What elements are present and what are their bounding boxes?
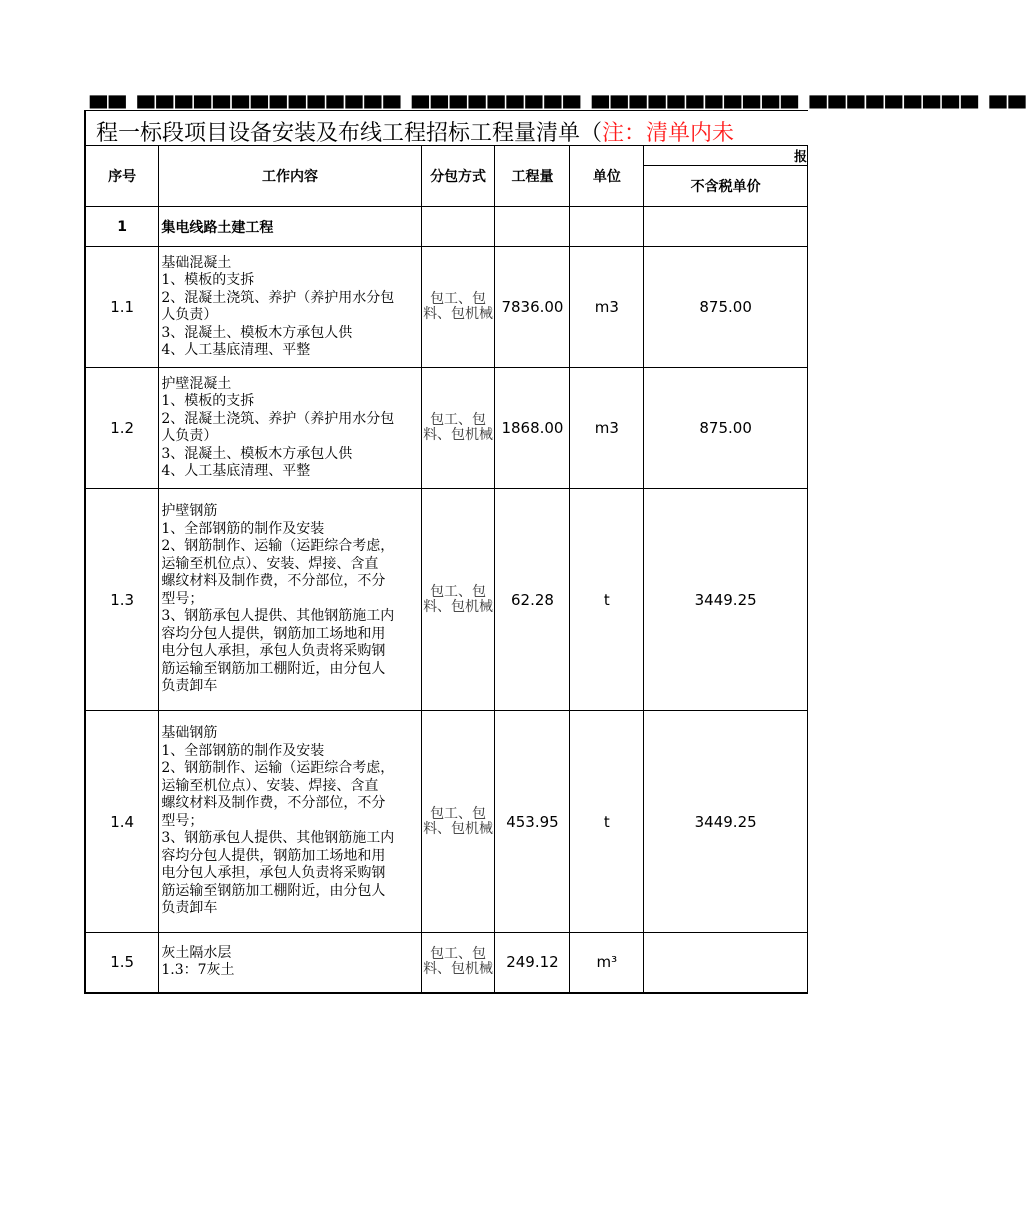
table-row	[85, 247, 808, 368]
section-seq: 1	[85, 207, 159, 247]
row-quantity: 62.28	[495, 489, 570, 711]
description-line: 运输至机位点）、安装、焊接、含直	[161, 777, 379, 794]
description-line: 电分包人承担，承包人负责将采购钢	[161, 643, 386, 660]
row-quantity: 7836.00	[495, 247, 570, 368]
table-row	[85, 368, 808, 489]
description-line: 2、钢筋制作、运输（运距综合考虑，	[161, 538, 395, 555]
description-line: 2、混凝土浇筑、养护（养护用水分包	[161, 289, 395, 306]
row-unit: m3	[570, 247, 644, 368]
row-description	[159, 933, 421, 993]
description-line: 2、钢筋制作、运输（运距综合考虑，	[161, 760, 395, 777]
row-description	[159, 368, 421, 489]
description-line: 运输至机位点）、安装、焊接、含直	[161, 555, 379, 572]
description-line: 型号；	[161, 590, 204, 607]
header-quote-group: 报	[644, 146, 808, 166]
description-line: 螺纹材料及制作费，不分部位，不分	[161, 795, 386, 812]
description-line: 基础混凝土	[161, 254, 232, 271]
description-line: 护壁混凝土	[161, 375, 232, 392]
header-unit: 单位	[570, 146, 644, 207]
description-line: 筋运输至钢筋加工棚附近，由分包人	[161, 882, 386, 899]
title-note: 注：清单内未	[602, 121, 735, 146]
description-line: 3、混凝土、模板木方承包人供	[161, 324, 353, 341]
row-unit-price	[644, 933, 808, 993]
description-line: 负责卸车	[161, 900, 218, 917]
header-quantity: 工程量	[495, 146, 570, 207]
description-line: 4、人工基底清理、平整	[161, 342, 311, 358]
row-unit-price: 875.00	[644, 247, 808, 368]
table-row	[85, 933, 808, 993]
row-method: 包工、包料、包机械	[421, 489, 495, 711]
row-unit: m³	[570, 933, 644, 993]
sheet-title	[96, 116, 734, 147]
description-line: 型号；	[161, 812, 204, 829]
header-seq: 序号	[85, 146, 159, 207]
row-seq: 1.2	[85, 368, 159, 489]
description-line: 螺纹材料及制作费，不分部位，不分	[161, 573, 386, 590]
header-method: 分包方式	[421, 146, 495, 207]
row-unit-price: 3449.25	[644, 711, 808, 933]
row-description	[159, 711, 421, 933]
row-unit: m3	[570, 368, 644, 489]
section-row	[85, 207, 808, 247]
bill-of-quantities-table	[84, 145, 808, 994]
title-text: 程一标段项目设备安装及布线工程招标工程量清单	[96, 121, 581, 146]
row-seq: 1.4	[85, 711, 159, 933]
header-unit-price: 不含税单价	[644, 166, 808, 207]
row-description	[159, 247, 421, 368]
description-line: 1.3：7灰土	[161, 962, 235, 979]
description-line: 1、全部钢筋的制作及安装	[161, 742, 325, 759]
description-line: 筋运输至钢筋加工棚附近，由分包人	[161, 660, 386, 677]
spreadsheet-page	[84, 97, 1028, 993]
row-method: 包工、包料、包机械	[421, 933, 495, 993]
row-unit: t	[570, 711, 644, 933]
section-title: 集电线路土建工程	[159, 207, 421, 247]
description-line: 1、模板的支拆	[161, 272, 255, 288]
description-line: 3、混凝土、模板木方承包人供	[161, 445, 353, 462]
description-line: 1、模板的支拆	[161, 393, 255, 409]
description-line: 容均分包人提供，钢筋加工场地和用	[161, 625, 386, 642]
description-line: 1、全部钢筋的制作及安装	[161, 520, 325, 537]
description-line: 人负责）	[161, 307, 218, 323]
description-line: 3、钢筋承包人提供、其他钢筋施工内	[161, 830, 395, 847]
row-method: 包工、包料、包机械	[421, 711, 495, 933]
description-line: 容均分包人提供，钢筋加工场地和用	[161, 847, 386, 864]
row-quantity: 1868.00	[495, 368, 570, 489]
table-row	[85, 711, 808, 933]
title-paren: （	[580, 121, 603, 146]
table-row	[85, 489, 808, 711]
row-method: 包工、包料、包机械	[421, 368, 495, 489]
description-line: 电分包人承担，承包人负责将采购钢	[161, 865, 386, 882]
empty-cell	[421, 207, 495, 247]
description-line: 4、人工基底清理、平整	[161, 463, 311, 479]
clipped-title-line: ▀▀ ▀▀▀▀▀▀▀▀▀▀▀▀▀▀ ▀▀▀▀▀▀▀▀▀ ▀▀▀▀▀▀▀▀▀▀▀ ▀▀▀▀▀▀▀▀▀ ▀▀	[90, 97, 1028, 122]
row-quantity: 453.95	[495, 711, 570, 933]
row-method: 包工、包料、包机械	[421, 247, 495, 368]
description-line: 负责卸车	[161, 678, 218, 695]
row-description	[159, 489, 421, 711]
row-seq: 1.3	[85, 489, 159, 711]
row-unit-price: 3449.25	[644, 489, 808, 711]
title-row	[84, 97, 1028, 146]
description-line: 基础钢筋	[161, 725, 218, 742]
description-line: 人负责）	[161, 428, 218, 444]
header-content: 工作内容	[159, 146, 421, 207]
empty-cell	[644, 207, 808, 247]
row-unit-price: 875.00	[644, 368, 808, 489]
description-line: 2、混凝土浇筑、养护（养护用水分包	[161, 410, 395, 427]
row-quantity: 249.12	[495, 933, 570, 993]
row-seq: 1.1	[85, 247, 159, 368]
empty-cell	[570, 207, 644, 247]
row-seq: 1.5	[85, 933, 159, 993]
empty-cell	[495, 207, 570, 247]
description-line: 3、钢筋承包人提供、其他钢筋施工内	[161, 608, 395, 625]
row-unit: t	[570, 489, 644, 711]
description-line: 灰土隔水层	[161, 944, 232, 961]
description-line: 护壁钢筋	[161, 503, 218, 520]
